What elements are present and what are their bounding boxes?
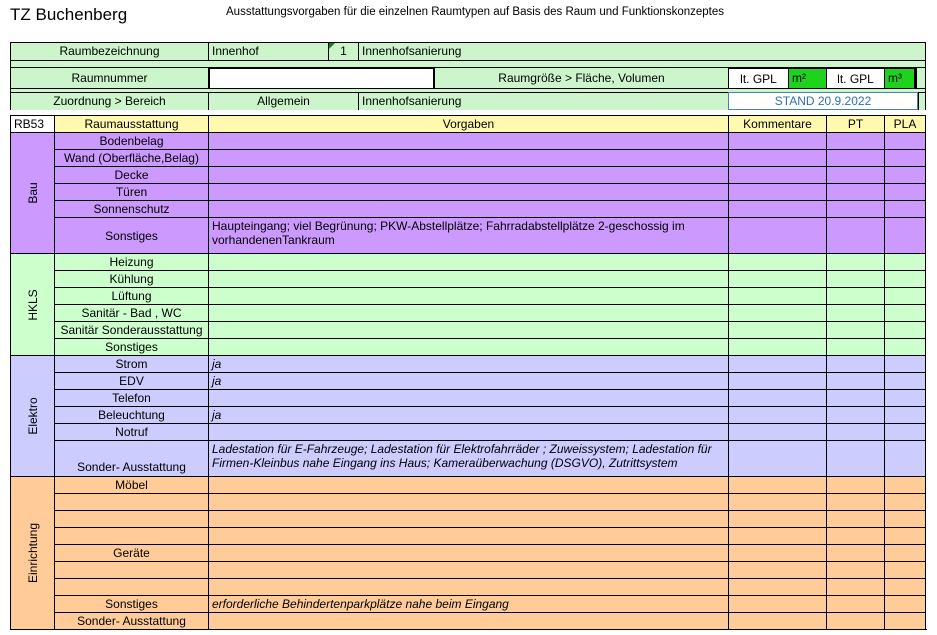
row-item-label: Sonstiges [54,338,208,355]
row-item-label: Sonstiges [54,217,208,253]
row-pla-cell[interactable] [884,166,926,183]
row-pt-cell[interactable] [826,578,884,595]
row-pla-cell[interactable] [884,217,926,253]
row-item-label: Decke [54,166,208,183]
row-pt-cell[interactable] [826,372,884,389]
section-name: Einrichtung [25,522,40,584]
row-item-label: Sonstiges [54,595,208,612]
table-id: RB53 [10,115,54,132]
row-pt-cell[interactable] [826,527,884,544]
row-pt-cell[interactable] [826,510,884,527]
row-item-label: Wand (Oberfläche,Belag) [54,149,208,166]
row-kommentare-cell[interactable] [728,217,826,253]
raumnummer-input[interactable] [208,67,433,88]
row-vorgaben-cell[interactable] [208,149,728,166]
section-label-bau [10,132,54,253]
row-vorgaben-cell[interactable] [208,510,728,527]
row-pla-cell[interactable] [884,304,926,321]
raumgroesse-label: Raumgröße > Fläche, Volumen [433,67,728,88]
row-kommentare-cell[interactable] [728,612,826,629]
row-item-label: Sonnenschutz [54,200,208,217]
row-vorgaben-cell[interactable]: ja [208,372,728,389]
row-pla-cell[interactable] [884,527,926,544]
row-item-label [54,561,208,578]
row-item-label: Notruf [54,423,208,440]
row-pt-cell[interactable] [826,544,884,561]
row-vorgaben-cell[interactable]: Ladestation für E-Fahrzeuge; Ladestation für Elektrofahrräder ; Zuweissystem; Ladestation für Firmen-Kleinbus nahe Eingang ins Haus; Kameraüberwachung (DSGVO), Zutrittsystem [208,440,728,476]
row-pt-cell[interactable] [826,476,884,493]
unit-volume: m³ [884,67,916,88]
row-pt-cell[interactable] [826,270,884,287]
row-pt-cell[interactable] [826,389,884,406]
row-pla-cell[interactable] [884,355,926,372]
row-vorgaben-cell[interactable] [208,493,728,510]
row-pt-cell[interactable] [826,200,884,217]
row-vorgaben-cell[interactable] [208,338,728,355]
row-vorgaben-cell[interactable]: ja [208,406,728,423]
row-pla-cell[interactable] [884,423,926,440]
row-pt-cell[interactable] [826,183,884,200]
row-kommentare-cell[interactable] [728,493,826,510]
gpl-area-label: lt. GPL [728,67,788,88]
raumbezeichnung-desc[interactable]: Innenhofsanierung [358,42,926,60]
row-vorgaben-cell[interactable] [208,166,728,183]
stand-date: STAND 20.9.2022 [728,92,918,110]
row-kommentare-cell[interactable] [728,578,826,595]
row-kommentare-cell[interactable] [728,253,826,270]
row-kommentare-cell[interactable] [728,132,826,149]
row-item-label [54,527,208,544]
row-vorgaben-cell[interactable] [208,304,728,321]
section-label-elektro [10,355,54,476]
row-pla-cell[interactable] [884,200,926,217]
row-kommentare-cell[interactable] [728,595,826,612]
row-pt-cell[interactable] [826,338,884,355]
zuordnung-value[interactable]: Allgemein [208,92,358,110]
row-pla-cell[interactable] [884,183,926,200]
row-pla-cell[interactable] [884,149,926,166]
row-vorgaben-cell[interactable] [208,321,728,338]
row-kommentare-cell[interactable] [728,423,826,440]
row-kommentare-cell[interactable] [728,476,826,493]
row-pt-cell[interactable] [826,406,884,423]
column-header-pla: PLA [884,115,926,132]
row-pla-cell[interactable] [884,493,926,510]
gpl-volume-label: lt. GPL [826,67,884,88]
row-pt-cell[interactable] [826,253,884,270]
row-item-label: Sanitär - Bad , WC [54,304,208,321]
row-vorgaben-cell[interactable] [208,612,728,629]
row-item-label: Lüftung [54,287,208,304]
row-item-label: Türen [54,183,208,200]
row-vorgaben-cell[interactable] [208,527,728,544]
section-label-einrichtung [10,476,54,629]
row-item-label: Sonder- Ausstattung [54,612,208,629]
column-header-raumausstattung: Raumausstattung [54,115,208,132]
row-vorgaben-cell[interactable]: Haupteingang; viel Begrünung; PKW-Abstellplätze; Fahrradabstellplätze 2-geschossig im vorhandenenTankraum [208,217,728,253]
filler [916,67,926,88]
zuordnung-label: Zuordnung > Bereich [10,92,208,110]
row-vorgaben-cell[interactable] [208,389,728,406]
row-pt-cell[interactable] [826,166,884,183]
row-vorgaben-cell[interactable] [208,253,728,270]
row-item-label: Beleuchtung [54,406,208,423]
row-item-label: Bodenbelag [54,132,208,149]
row-pla-cell[interactable] [884,372,926,389]
row-vorgaben-cell[interactable] [208,561,728,578]
raumnummer-label: Raumnummer [10,67,208,88]
row-pla-cell[interactable] [884,510,926,527]
row-item-label: EDV [54,372,208,389]
row-vorgaben-cell[interactable] [208,183,728,200]
room-number: 1 [340,44,347,58]
row-vorgaben-cell[interactable] [208,132,728,149]
row-item-label: Heizung [54,253,208,270]
row-pt-cell[interactable] [826,355,884,372]
row-vorgaben-cell[interactable] [208,423,728,440]
row-item-label [54,510,208,527]
row-kommentare-cell[interactable] [728,166,826,183]
row-pt-cell[interactable] [826,493,884,510]
room-number-cell[interactable] [328,42,358,60]
column-header-pt: PT [826,115,884,132]
raumbezeichnung-label: Raumbezeichnung [10,42,208,60]
row-pt-cell[interactable] [826,321,884,338]
row-pla-cell[interactable] [884,595,926,612]
row-kommentare-cell[interactable] [728,183,826,200]
row-kommentare-cell[interactable] [728,304,826,321]
row-vorgaben-cell[interactable] [208,476,728,493]
row-pla-cell[interactable] [884,544,926,561]
row-vorgaben-cell[interactable] [208,287,728,304]
unit-area: m² [788,67,826,88]
row-vorgaben-cell[interactable]: ja [208,355,728,372]
row-kommentare-cell[interactable] [728,321,826,338]
row-kommentare-cell[interactable] [728,270,826,287]
row-pla-cell[interactable] [884,612,926,629]
row-kommentare-cell[interactable] [728,561,826,578]
row-pt-cell[interactable] [826,132,884,149]
row-pt-cell[interactable] [826,440,884,476]
row-pt-cell[interactable] [826,287,884,304]
section-label-hkls [10,253,54,355]
row-vorgaben-cell[interactable] [208,200,728,217]
row-pla-cell[interactable] [884,440,926,476]
section-name: HKLS [25,288,40,321]
row-vorgaben-cell[interactable] [208,544,728,561]
row-pla-cell[interactable] [884,578,926,595]
row-vorgaben-cell[interactable] [208,270,728,287]
row-vorgaben-cell[interactable] [208,578,728,595]
row-pla-cell[interactable] [884,270,926,287]
row-item-label: Kühlung [54,270,208,287]
row-kommentare-cell[interactable] [728,544,826,561]
row-pla-cell[interactable] [884,132,926,149]
row-pla-cell[interactable] [884,338,926,355]
row-pla-cell[interactable] [884,253,926,270]
row-pla-cell[interactable] [884,476,926,493]
row-kommentare-cell[interactable] [728,355,826,372]
row-item-label: Geräte [54,544,208,561]
row-kommentare-cell[interactable] [728,372,826,389]
row-pla-cell[interactable] [884,287,926,304]
row-pla-cell[interactable] [884,406,926,423]
row-vorgaben-cell[interactable]: erforderliche Behindertenparkplätze nahe beim Eingang [208,595,728,612]
row-pla-cell[interactable] [884,389,926,406]
row-item-label: Möbel [54,476,208,493]
row-kommentare-cell[interactable] [728,389,826,406]
column-header-vorgaben: Vorgaben [208,115,728,132]
section-name: Elektro [25,397,40,435]
row-kommentare-cell[interactable] [728,440,826,476]
row-pt-cell[interactable] [826,595,884,612]
row-pt-cell[interactable] [826,149,884,166]
row-pt-cell[interactable] [826,304,884,321]
section-name: Bau [25,182,40,204]
comment-marker [329,43,335,49]
row-kommentare-cell[interactable] [728,200,826,217]
row-pla-cell[interactable] [884,561,926,578]
page-title: TZ Buchenberg [10,5,128,24]
row-pt-cell[interactable] [826,612,884,629]
row-kommentare-cell[interactable] [728,406,826,423]
spacer-row [10,60,926,67]
row-item-label [54,578,208,595]
row-pla-cell[interactable] [884,321,926,338]
zuordnung-desc[interactable]: Innenhofsanierung [358,92,728,110]
row-item-label: Telefon [54,389,208,406]
row-kommentare-cell[interactable] [728,287,826,304]
filler [918,92,926,110]
row-item-label: Sonder- Ausstattung [54,440,208,476]
column-header-kommentare: Kommentare [728,115,826,132]
row-pt-cell[interactable] [826,217,884,253]
page-subtitle: Ausstattungsvorgaben für die einzelnen Raumtypen auf Basis des Raum und Funktionskonzeptes [226,6,724,18]
row-pt-cell[interactable] [826,423,884,440]
row-kommentare-cell[interactable] [728,149,826,166]
row-item-label: Strom [54,355,208,372]
row-kommentare-cell[interactable] [728,510,826,527]
row-item-label [54,493,208,510]
raumbezeichnung-value[interactable]: Innenhof [208,42,328,60]
row-item-label: Sanitär Sonderausstattung [54,321,208,338]
row-pt-cell[interactable] [826,561,884,578]
table-bottom-border [10,629,927,630]
row-kommentare-cell[interactable] [728,527,826,544]
row-kommentare-cell[interactable] [728,338,826,355]
